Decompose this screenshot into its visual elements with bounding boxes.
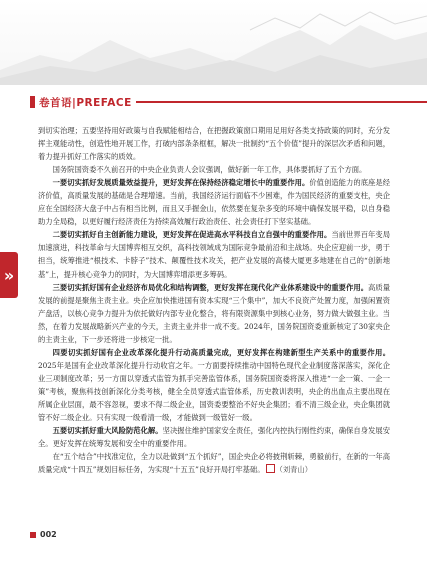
- side-arrow-tab: [0, 252, 18, 298]
- end-mark-icon: [266, 464, 275, 473]
- paragraph-lead: 五要切实抓好重大风险防范化解。: [52, 426, 163, 436]
- paragraph-1: 到切实治理；五要坚持用好政策与自我赋能相结合，在把握政策窗口期用足用好各类支持政策的同时，充分发挥主观能动性，创造性地开展工作，打破内部条条框框，解决一批制约“五个价值”提升的深层次矛盾和问题，着力提升抓好工作落实的质效。: [38, 126, 390, 162]
- page-header: [0, 90, 427, 114]
- article-body: [38, 124, 390, 476]
- header-decoration-mountains: [0, 0, 427, 85]
- paragraph-8: 在“五个结合”中找准定位，全力以赴做到“五个抓好”，国企央企必将披荆斩棘，勇毅前行，在新的一年高质量完成“十四五”规划目标任务，为实现“十五五”良好开局打牢基础。 （刘青山）: [38, 452, 390, 475]
- header-marker: [30, 96, 35, 108]
- paragraph-2: 国务院国资委不久前召开的中央企业负责人会议强调，做好新一年工作，具体要抓好了五个方面。: [52, 165, 367, 175]
- author-signature: （刘青山）: [275, 465, 313, 475]
- paragraph-5: 三要切实抓好国有企业经济布局优化和结构调整，更好发挥在现代化产业体系建设中的重要作用。高质量发展的前提是聚焦主责主业。央企应加快推进国有资本实现“三个集中”，加大不良资产处置力度，加强闲置资产盘活，以核心竞争力提升为依托做好内部专业化整合，将有限资源集中到核心业务，努力做大做强主业。当然，在着力发展战略新兴产业的今天，主责主业并非一成不变。2024年，国务院国资委重新核定了30家央企的主责主业，下一步还将进一步核定一批。: [38, 282, 390, 344]
- header-rule: [136, 101, 427, 103]
- section-label: 卷首语|PREFACE: [39, 96, 132, 109]
- paragraph-lead: 三要切实抓好国有企业经济布局优化和结构调整，更好发挥在现代化产业体系建设中的重要作用。: [52, 282, 369, 292]
- mountain-ink-art: [0, 0, 427, 85]
- paragraph-lead: 二要切实抓好自主创新能力建设，更好发挥在促进高水平科技自立自强中的重要作用。: [52, 230, 332, 240]
- paragraph-3: 一要切实抓好发展质量效益提升，更好发挥在保持经济稳定增长中的重要作用。价值创造能力的底座是经济价值，高质量发展的基础是合理增速。当前，我国经济运行面临不少困难，作为国民经济的重要支柱，央企应在全国经济大盘子中占有相当比例，而且又手握金山，依然要在复杂多变的环境中确保发展平稳，以自身稳助力全局稳，以更好履行经济责任为持续高效履行政治责任、社会责任打下坚实基础。: [38, 178, 390, 227]
- page-number: 002: [40, 530, 57, 539]
- double-chevron-right-icon: »: [3, 265, 15, 285]
- paragraph-lead: 四要切实抓好国有企业改革深化提升行动高质量完成，更好发挥在构建新型生产关系中的重要作用。: [52, 347, 390, 357]
- paragraph-6: 四要切实抓好国有企业改革深化提升行动高质量完成，更好发挥在构建新型生产关系中的重要作用。2025年是国有企业改革深化提升行动收官之年。一方面要持续推动中国特色现代企业制度落深落实，深化企业三项制度改革；另一方面以穿透式监管为抓手完善监管体系，国务院国资委将深入推进“一企一策、一企一策”考核，聚焦科技创新深化分类考核，健全全员穿透式监管体系，历史教训表明，央企的出血点主要出现在所属企业层面，最不容忽视，要求不得二级企业，国资委要整治不好央企集团；看不清三级企业，央企集团就管不好二级企业。只有实现一级看清一级，才能做到一级管好一级。: [38, 347, 390, 423]
- paragraph-lead: 一要切实抓好发展质量效益提升，更好发挥在保持经济稳定增长中的重要作用。: [52, 178, 310, 188]
- paragraph-7: 五要切实抓好重大风险防范化解。坚决握住维护国家安全责任，强化内控执行刚性约束，确保自身发展安全。更好发挥在统筹发展和安全中的重要作用。: [38, 426, 391, 449]
- page-footer: [30, 530, 57, 539]
- paragraph-4: 二要切实抓好自主创新能力建设，更好发挥在促进高水平科技自立自强中的重要作用。当前世界百年变局加速演进，科技革命与大国博弈相互交织，高科技领域成为国际竞争最前沿和主战场。央企应迎前一步，勇于担当，统筹推进“根技术、卡脖子”技术、颠覆性技术攻关，把产业发展的高楼大厦更多地建在自己的“创新地基”上，提升核心竞争力的同时，为大国博弈增添更多筹码。: [38, 230, 391, 279]
- footer-marker: [30, 532, 36, 538]
